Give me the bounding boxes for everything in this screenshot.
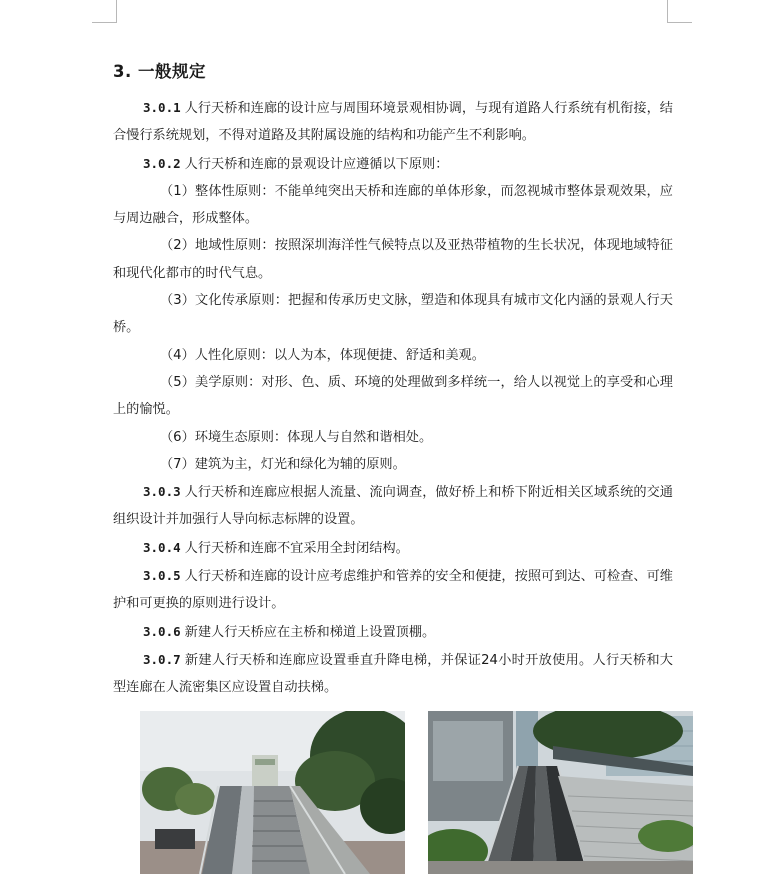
principle-item bbox=[113, 369, 673, 424]
principle-item bbox=[113, 287, 673, 342]
clause-paragraph bbox=[113, 646, 673, 702]
paragraph-text: （1）整体性原则：不能单纯突出天桥和连廊的单体形象，而忽视城市整体景观效果，应与周边融合，形成整体。 bbox=[113, 183, 673, 227]
escalator-building-photo bbox=[428, 711, 693, 874]
crop-mark-right bbox=[667, 0, 692, 23]
paragraph-text: （4）人性化原则：以人为本，体现便捷、舒适和美观。 bbox=[160, 347, 485, 363]
clause-number: 3.0.7 bbox=[143, 651, 181, 667]
paragraph-text: （5）美学原则：对形、色、质、环境的处理做到多样统一，给人以视觉上的享受和心理上的愉悦。 bbox=[113, 374, 673, 418]
paragraph-text: 新建人行天桥应在主桥和梯道上设置顶棚。 bbox=[184, 624, 436, 640]
clause-number: 3.0.6 bbox=[143, 623, 181, 639]
paragraph-text: （2）地域性原则：按照深圳海洋性气候特点以及亚热带植物的生长状况，体现地域特征和现代化都市的时代气息。 bbox=[113, 238, 673, 281]
clause-paragraph bbox=[113, 478, 673, 534]
paragraph-text: （3）文化传承原则：把握和传承历史文脉，塑造和体现具有城市文化内涵的景观人行天桥。 bbox=[113, 293, 673, 336]
paragraph-text: （6）环境生态原则：体现人与自然和谐相处。 bbox=[160, 429, 433, 445]
clause-number: 3.0.4 bbox=[143, 539, 181, 555]
section-body bbox=[113, 94, 673, 702]
clause-number: 3.0.1 bbox=[143, 100, 181, 115]
clause-paragraph bbox=[113, 562, 673, 618]
paragraph-text: 人行天桥和连廊不宜采用全封闭结构。 bbox=[184, 540, 409, 556]
document-page bbox=[113, 58, 673, 702]
crop-mark-left bbox=[92, 0, 117, 23]
principle-item bbox=[113, 342, 673, 369]
principle-item bbox=[113, 178, 673, 233]
paragraph-text: 人行天桥和连廊的设计应与周围环境景观相协调，与现有道路人行系统有机衔接，结合慢行系统规划，不得对道路及其附属设施的结构和功能产生不利影响。 bbox=[113, 101, 673, 144]
clause-paragraph bbox=[113, 618, 673, 646]
paragraph-text: 人行天桥和连廊应根据人流量、流向调查，做好桥上和桥下附近相关区域系统的交通组织设计并加强行人导向标志标牌的设置。 bbox=[113, 485, 673, 528]
section-title: 3. 一般规定 bbox=[113, 62, 206, 81]
escalator-stairs-photo bbox=[140, 711, 405, 874]
clause-number: 3.0.5 bbox=[143, 568, 181, 584]
paragraph-text: 人行天桥和连廊的景观设计应遵循以下原则： bbox=[184, 156, 449, 172]
clause-paragraph bbox=[113, 534, 673, 562]
paragraph-text: 新建人行天桥和连廊应设置垂直升降电梯，并保证24小时开放使用。人行天桥和大型连廊在人流密集区应设置自动扶梯。 bbox=[113, 652, 673, 696]
principle-item bbox=[113, 451, 673, 478]
photo-strip bbox=[0, 711, 781, 874]
principle-item bbox=[113, 424, 673, 451]
principle-item bbox=[113, 232, 673, 287]
paragraph-text: 人行天桥和连廊的设计应考虑维护和管养的安全和便捷，按照可到达、可检查、可维护和可更换的原则进行设计。 bbox=[113, 569, 673, 612]
paragraph-text: （7）建筑为主，灯光和绿化为辅的原则。 bbox=[160, 456, 406, 472]
clause-paragraph bbox=[113, 150, 673, 178]
clause-paragraph bbox=[113, 94, 673, 150]
clause-number: 3.0.2 bbox=[143, 155, 181, 171]
clause-number: 3.0.3 bbox=[143, 484, 181, 500]
